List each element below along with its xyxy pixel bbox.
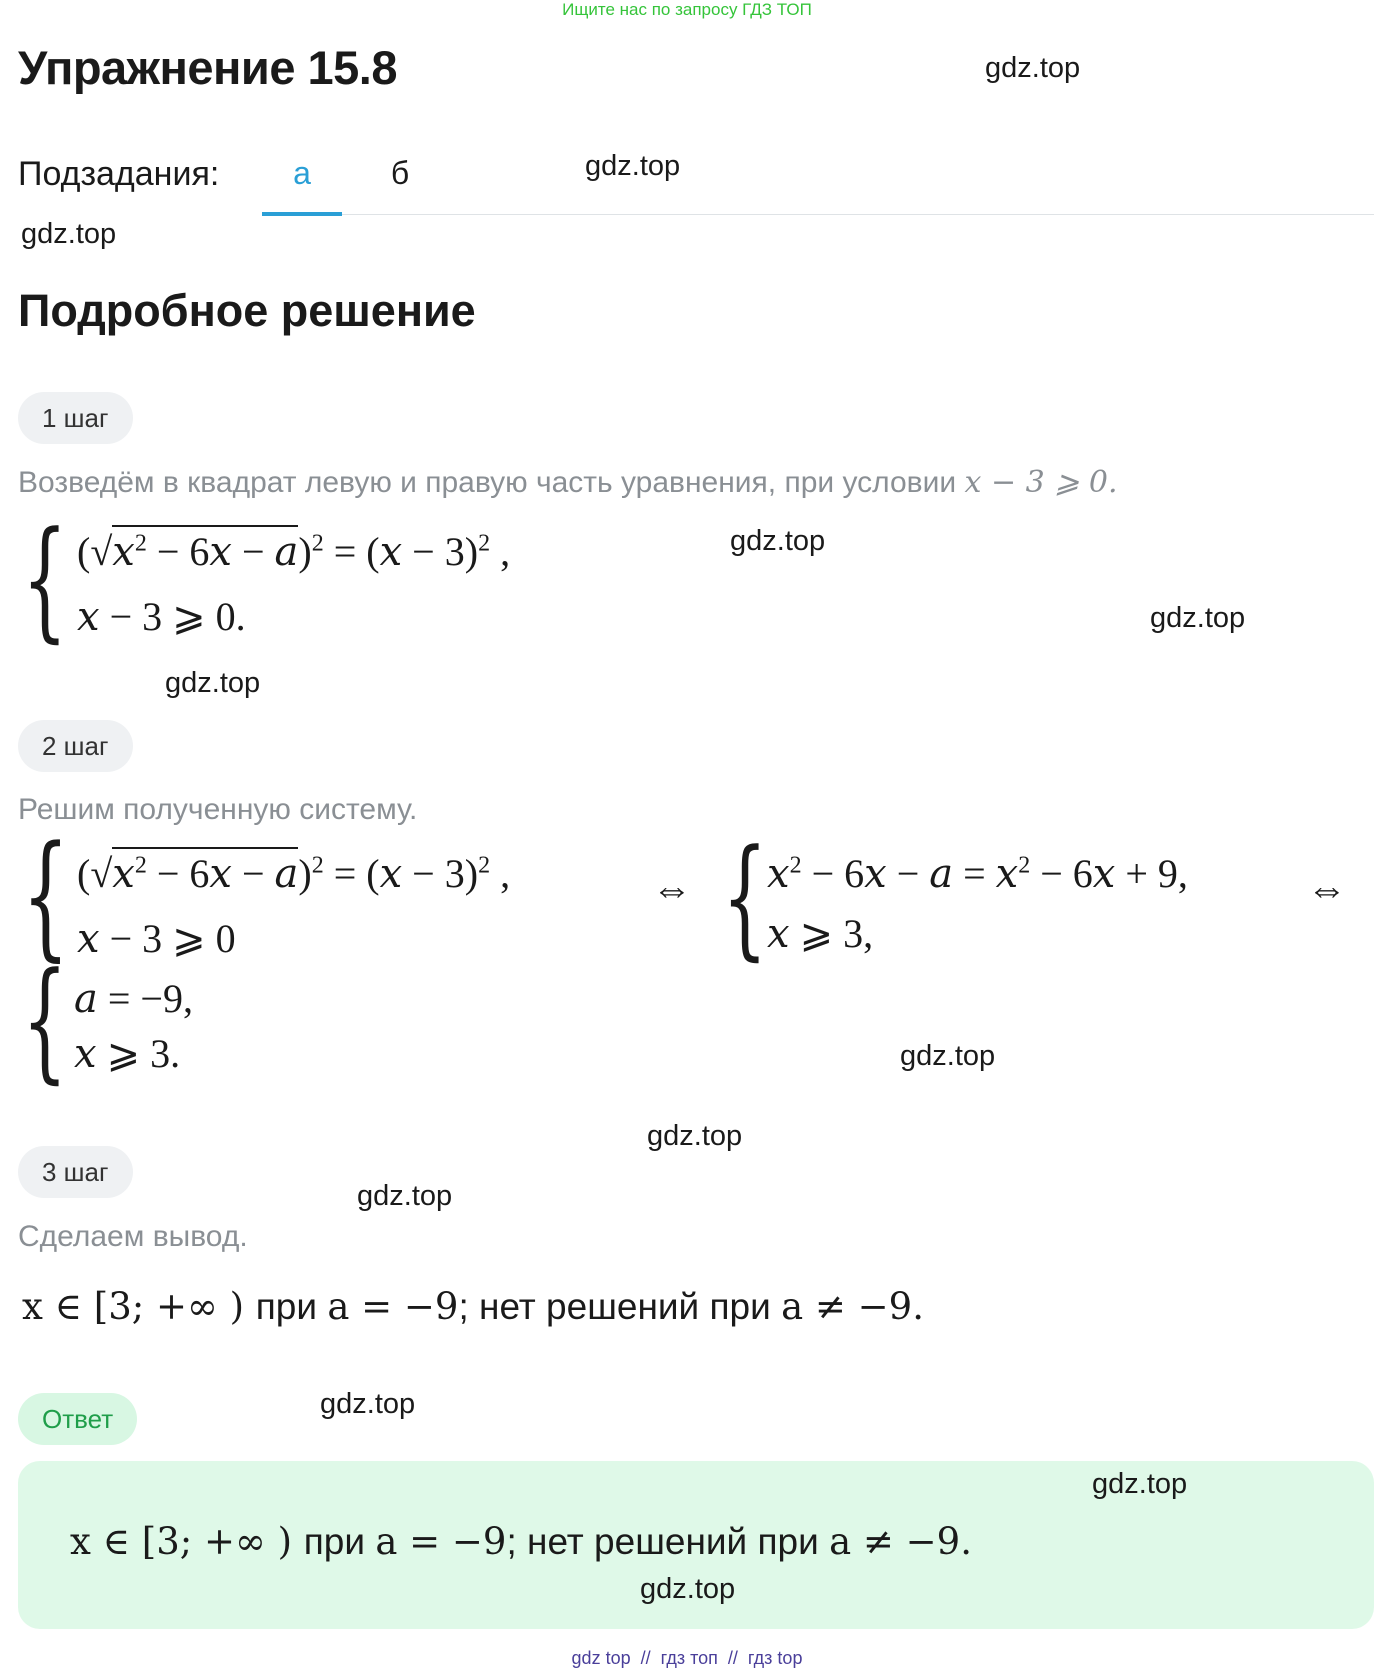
equivalence-icon: ⇔: [1307, 866, 1347, 911]
step-1-description: Возведём в квадрат левую и правую часть уравнения, при условии: [18, 466, 957, 499]
tab-a[interactable]: а: [293, 155, 311, 191]
step-1-text: [18, 465, 1118, 500]
watermark: gdz.top: [1092, 1468, 1188, 1500]
answer-mid: ; нет решений при: [506, 1521, 830, 1562]
watermark: gdz.top: [21, 218, 117, 250]
step-3-badge: 3 шаг: [18, 1146, 133, 1198]
conclusion-part-1: x ∈ [3; +∞ ): [22, 1285, 256, 1328]
section-title: Подробное решение: [18, 285, 476, 336]
answer-part-2: a = −9: [375, 1520, 507, 1563]
conclusion-part-3: a ≠ −9.: [781, 1285, 924, 1328]
system-2-eq-6: x ⩾ 3.: [74, 1031, 181, 1077]
system-2-eq-1: $(√x^2 - 6x - a)^2 = (x - 3)^2$ ,: [77, 850, 510, 897]
page-title: Упражнение 15.8: [18, 41, 397, 94]
system-1-eq-2: x − 3 ⩾ 0.: [77, 594, 246, 640]
conclusion-pri: при: [255, 1286, 328, 1327]
tab-b[interactable]: б: [390, 155, 410, 191]
subtasks-label: Подзадания:: [18, 155, 220, 193]
system-2-eq-3: $x^2 - 6x - a = x^2 - 6x + 9$,: [767, 851, 1188, 897]
system-1-eq-1: $(√x^2 - 6x - a)^2 = (x - 3)^2$ ,: [77, 528, 510, 575]
system-2: [22, 817, 1362, 1096]
watermark: gdz.top: [1150, 602, 1246, 634]
watermark: gdz.top: [730, 525, 826, 557]
watermark: gdz.top: [585, 150, 681, 182]
step-2-badge: 2 шаг: [18, 720, 133, 772]
step-2-text: Решим полученную систему.: [18, 793, 418, 826]
watermark: gdz.top: [647, 1120, 743, 1152]
left-brace: {: [722, 821, 768, 973]
system-1: [22, 503, 642, 658]
answer-text: [70, 1520, 972, 1563]
active-tab-indicator: [262, 212, 342, 216]
equivalence-icon: ⇔: [652, 866, 692, 911]
left-brace: {: [22, 503, 68, 655]
watermark: gdz.top: [640, 1573, 736, 1605]
answer-pri: при: [303, 1521, 376, 1562]
left-brace: {: [22, 944, 68, 1096]
conclusion-mid: ; нет решений при: [458, 1286, 782, 1327]
watermark: gdz.top: [320, 1388, 416, 1420]
system-2-eq-5: a = −9,: [74, 976, 193, 1022]
answer-badge: Ответ: [18, 1393, 137, 1445]
step-1-condition: x − 3 ⩾ 0.: [964, 465, 1118, 500]
left-brace: {: [22, 817, 70, 974]
watermark: gdz.top: [900, 1040, 996, 1072]
top-banner: Ищите нас по запросу ГДЗ ТОП: [562, 0, 812, 19]
watermark: gdz.top: [985, 52, 1081, 84]
conclusion-part-2: a = −9: [327, 1285, 459, 1328]
answer-part-3: a ≠ −9.: [829, 1520, 972, 1563]
system-2-eq-4: x ⩾ 3,: [767, 911, 874, 957]
tabs-divider: [262, 214, 1374, 215]
conclusion: [22, 1285, 924, 1328]
step-3-text: Сделаем вывод.: [18, 1220, 248, 1253]
watermark: gdz.top: [165, 667, 261, 699]
footer: gdz top // гдз топ // гдз top: [571, 1648, 803, 1668]
watermark: gdz.top: [357, 1180, 453, 1212]
answer-part-1: x ∈ [3; +∞ ): [70, 1520, 304, 1563]
step-1-badge: 1 шаг: [18, 392, 133, 444]
system-2-eq-2: x − 3 ⩾ 0: [77, 916, 236, 962]
